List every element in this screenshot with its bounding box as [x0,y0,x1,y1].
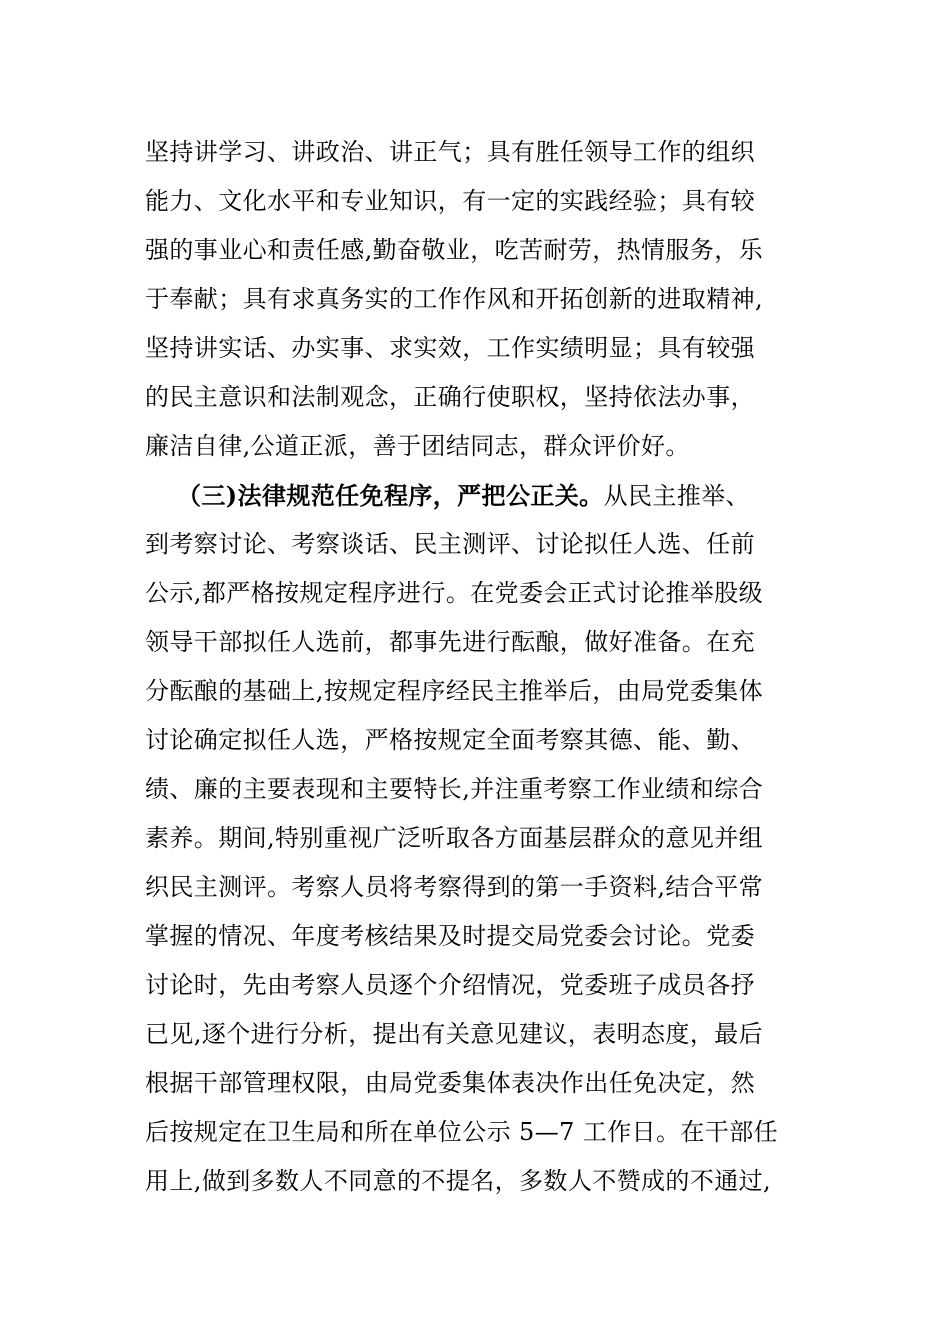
text-line: 于奉献；具有求真务实的工作作风和开拓创新的进取精神, [145,285,764,313]
text-line: 坚持讲实话、办实事、求实效，工作实绩明显；具有较强 [145,334,755,362]
text-line: 素养。期间,特别重视广泛听取各方面基层群众的意见并组 [145,824,764,852]
text-line: 领导干部拟任人选前，都事先进行酝酿，做好准备。在充 [145,628,755,656]
text-line: 讨论确定拟任人选，严格按规定全面考察其德、能、勤、 [145,726,755,754]
text-line: 用上,做到多数人不同意的不提名，多数人不赞成的不通过, [145,1167,772,1195]
text-line: 公示,都严格按规定程序进行。在党委会正式讨论推举股级 [145,579,764,607]
section-3-first-line [145,471,825,520]
text-line: 分酝酿的基础上,按规定程序经民主推举后，由局党委集体 [145,677,764,705]
text-line: 强的事业心和责任感,勤奋敬业，吃苦耐劳，热情服务，乐 [145,236,764,264]
text-line: 已见,逐个进行分析，提出有关意见建议，表明态度，最后 [145,1020,764,1048]
text-line: 掌握的情况、年度考核结果及时提交局党委会讨论。党委 [145,922,755,950]
text-line: 坚持讲学习、讲政治、讲正气；具有胜任领导工作的组织 [145,138,755,166]
text-line: 能力、文化水平和专业知识，有一定的实践经验；具有较 [145,187,755,215]
body-text [145,128,825,1206]
text-line: 根据干部管理权限，由局党委集体表决作出任免决定，然 [145,1069,755,1097]
text-line: 织民主测评。考察人员将考察得到的第一手资料,结合平常 [145,873,764,901]
text-line: 的民主意识和法制观念，正确行使职权，坚持依法办事， [145,383,755,411]
text-line: 廉洁自律,公道正派，善于团结同志，群众评价好。 [145,432,690,460]
text-line: 讨论时，先由考察人员逐个介绍情况，党委班子成员各抒 [145,971,755,999]
section-3-first-line-text: 从民主推举、 [603,482,750,510]
text-line: 后按规定在卫生局和所在单位公示 5—7 工作日。在干部任 [145,1118,778,1146]
section-3-heading: （三)法律规范任免程序，严把公正关。 [177,481,604,510]
text-line: 绩、廉的主要表现和主要特长,并注重考察工作业绩和综合 [145,775,764,803]
text-line: 到考察讨论、考察谈话、民主测评、讨论拟任人选、任前 [145,530,755,558]
